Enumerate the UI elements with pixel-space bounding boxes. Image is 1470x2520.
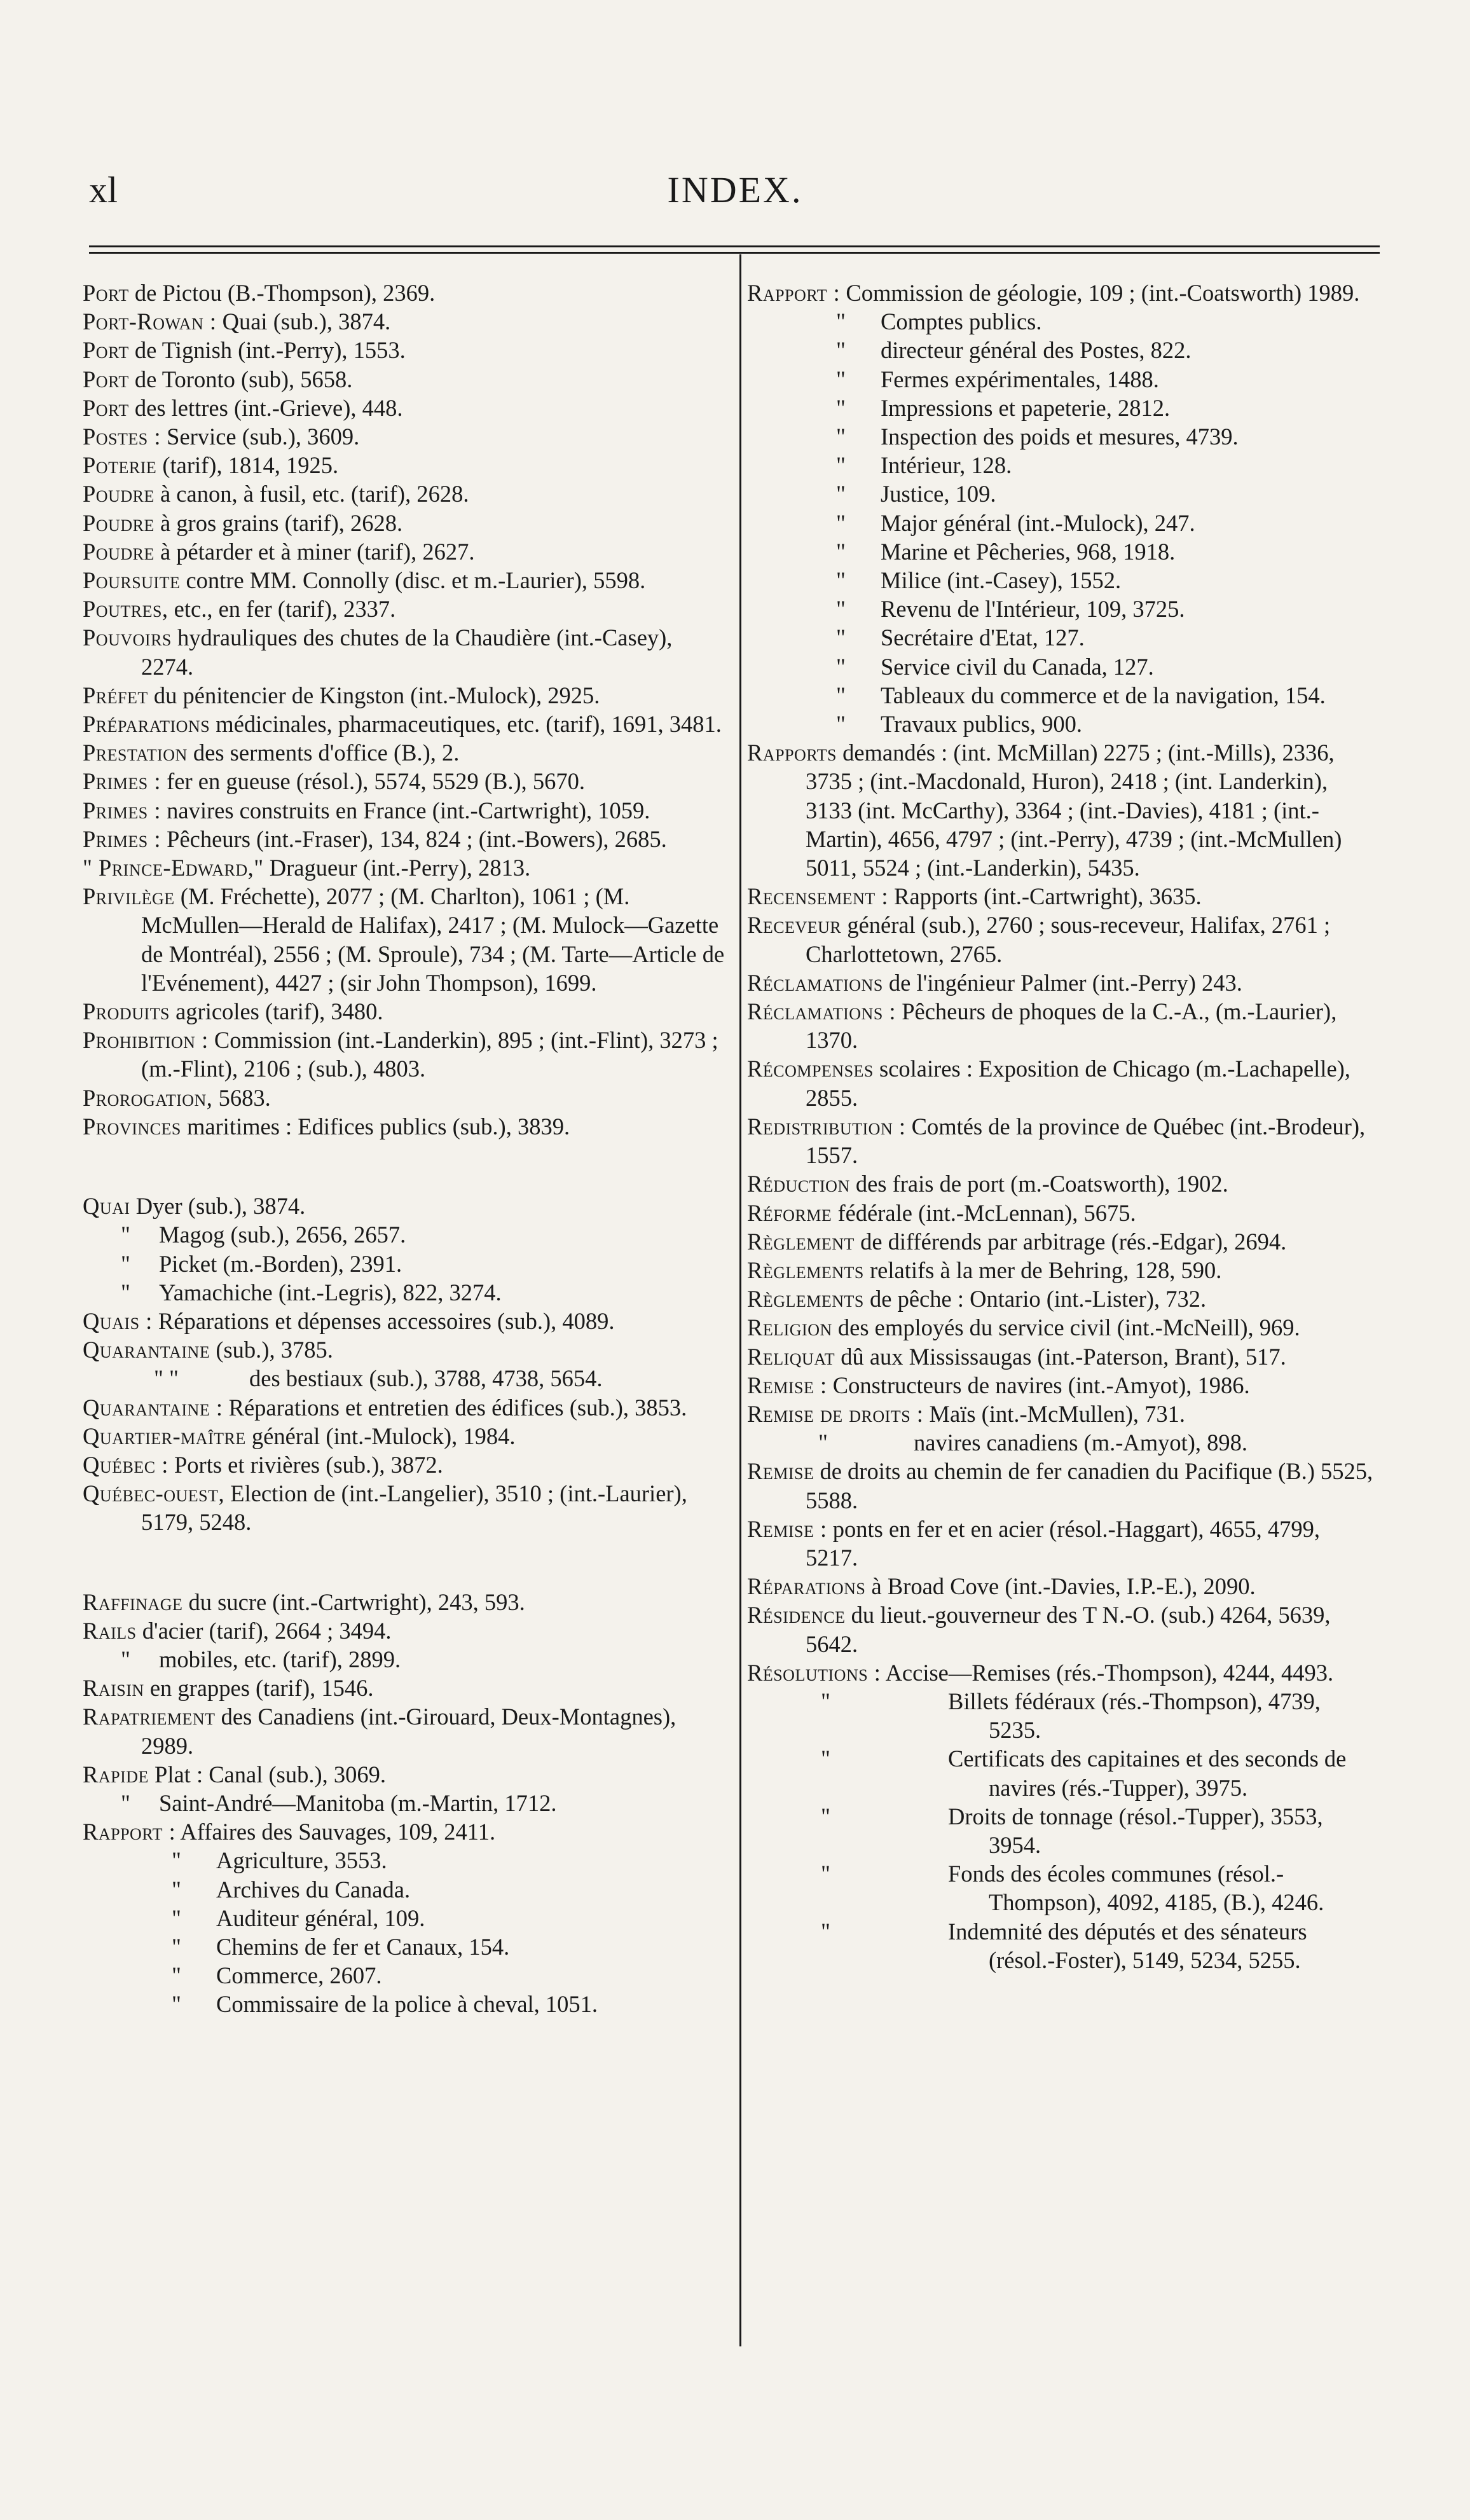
ditto-mark: " <box>121 1279 130 1305</box>
entry-text: Commission de géologie, 109 ; (int.-Coatsworth) 1989. <box>846 280 1360 306</box>
entry-heading: Quarantaine : <box>83 1394 223 1421</box>
index-entry <box>747 1658 1377 1687</box>
subentry-text: Service civil du Canada, 127. <box>881 653 1154 680</box>
ditto-mark: " <box>836 308 846 335</box>
entry-heading: Rapide <box>83 1761 149 1787</box>
entry-text: des lettres (int.-Grieve), 448. <box>134 394 403 421</box>
entry-text: Accise—Remises (rés.-Thompson), 4244, 4493. <box>885 1659 1334 1686</box>
entry-heading: Postes : <box>83 423 161 450</box>
entry-heading: Primes : <box>83 825 161 852</box>
subentry-text: Droits de tonnage (résol.-Tupper), 3553, 3954. <box>948 1803 1323 1858</box>
entry-text: hydrauliques des chutes de la Chaudière (int.-Casey), 2274. <box>141 624 673 680</box>
index-subentry <box>747 537 1377 566</box>
index-entry <box>83 479 725 508</box>
entry-text: contre MM. Connolly (disc. et m.-Laurier), 5598. <box>186 567 646 594</box>
index-entry <box>83 1702 725 1759</box>
index-entry <box>83 365 725 394</box>
section-gap <box>83 1141 725 1192</box>
entry-text: de l'ingénieur Palmer (int.-Perry) 243. <box>888 969 1242 996</box>
subentry-text: Certificats des capitaines et des seconds de navires (rés.-Tupper), 3975. <box>948 1745 1347 1801</box>
entry-text: Réparations et dépenses accessoires (sub.), 4089. <box>158 1307 615 1334</box>
index-entry <box>747 1400 1377 1428</box>
page-title: INDEX. <box>667 169 803 210</box>
index-subentry <box>83 1220 725 1249</box>
subentry-text: navires canadiens (m.-Amyot), 898. <box>914 1429 1248 1456</box>
entry-text: du sucre (int.-Cartwright), 243, 593. <box>188 1588 525 1615</box>
entry-heading: Rapports <box>747 740 837 766</box>
ditto-mark: " <box>821 1745 830 1772</box>
entry-text: etc., en fer (tarif), 2337. <box>174 596 396 623</box>
index-entry <box>83 681 725 710</box>
subentry-text: Fermes expérimentales, 1488. <box>881 366 1159 392</box>
subentry-text: Picket (m.-Borden), 2391. <box>159 1250 402 1277</box>
index-subentry <box>83 1645 725 1674</box>
index-subentry <box>747 479 1377 508</box>
subentry-text: Fonds des écoles communes (résol.-Thompson), 4092, 4185, (B.), 4246. <box>948 1861 1324 1916</box>
ditto-mark: " <box>836 596 846 623</box>
subentry-text: Auditeur général, 109. <box>216 1904 425 1931</box>
ditto-mark: " <box>821 1803 830 1829</box>
index-entry <box>83 825 725 853</box>
entry-text: Pêcheurs (int.-Fraser), 134, 824 ; (int.-Bowers), 2685. <box>167 825 667 852</box>
entry-heading: Rapport : <box>83 1819 176 1845</box>
subentry-text: Magog (sub.), 2656, 2657. <box>159 1222 406 1248</box>
entry-heading: Québec : <box>83 1451 168 1478</box>
index-subentry <box>747 422 1377 451</box>
ditto-mark: " <box>836 682 846 708</box>
index-entry <box>83 997 725 1026</box>
index-subentry <box>83 1846 725 1875</box>
subentry-text: Intérieur, 128. <box>881 452 1012 479</box>
index-entry <box>83 853 725 882</box>
subentry-text: Billets fédéraux (rés.-Thompson), 4739, 5235. <box>948 1688 1321 1744</box>
index-subentry <box>747 365 1377 394</box>
index-subentry <box>747 307 1377 336</box>
entry-text: Réparations et entretien des édifices (sub.), 3853. <box>228 1394 687 1421</box>
index-entry <box>83 623 725 680</box>
entry-heading: Quais : <box>83 1307 153 1334</box>
ditto-mark: " <box>121 1646 130 1672</box>
index-entry <box>83 279 725 307</box>
ditto-mark: " <box>172 1876 181 1903</box>
ditto-mark: " <box>172 1904 181 1931</box>
entry-text: de pêche : Ontario (int.-Lister), 732. <box>870 1286 1207 1312</box>
entry-heading: Receveur <box>747 912 842 939</box>
ditto-mark: " <box>836 452 846 479</box>
index-entry <box>747 1169 1377 1198</box>
entry-text: Pêcheurs de phoques de la C.-A., (m.-Laurier), 1370. <box>806 998 1337 1054</box>
ditto-mark: " <box>121 1250 130 1277</box>
entry-heading: Port <box>83 366 129 392</box>
entry-text: de droits au chemin de fer canadien du Pacifique (B.) 5525, 5588. <box>806 1458 1373 1513</box>
entry-heading: Règlements <box>747 1257 864 1283</box>
index-subentry <box>83 1961 725 1990</box>
index-entry <box>747 1054 1377 1112</box>
entry-heading: Quai <box>83 1193 130 1220</box>
entry-heading: Produits <box>83 998 170 1025</box>
entry-heading: Quarantaine <box>83 1337 210 1363</box>
entry-text: demandés : (int. McMillan) 2275 ; (int.-Mills), 2336, 3735 ; (int.-Macdonald, Huron), 2418 ; (int. Landerkin), 3133 (int. McCarthy), 3364 ; (int.-Davies), 4181 ; (int.-Martin), 4656, 4797 ; (int.-Perry), 4739 ; (int.-McMullen) 5011, 5524 ; (int.-Landerkin), 5435. <box>806 740 1342 881</box>
index-subentry <box>747 509 1377 537</box>
entry-text: Service (sub.), 3609. <box>167 423 360 450</box>
entry-heading: Raisin <box>83 1675 144 1702</box>
index-entry <box>83 767 725 795</box>
index-entry <box>83 1674 725 1702</box>
left-column <box>83 279 725 2019</box>
entry-text: Dragueur (int.-Perry), 2813. <box>269 855 531 881</box>
index-entry <box>83 1335 725 1364</box>
subentry-text: Commerce, 2607. <box>216 1962 382 1989</box>
subentry-text: Tableaux du commerce et de la navigation, 154. <box>881 682 1326 708</box>
entry-heading: Préparations <box>83 711 210 738</box>
entry-heading: Provinces <box>83 1113 181 1140</box>
subentry-text: Comptes publics. <box>881 308 1042 335</box>
index-entry <box>83 1479 725 1536</box>
entry-text: des Canadiens (int.-Girouard, Deux-Montagnes), 2989. <box>141 1704 677 1759</box>
subentry-text: Chemins de fer et Canaux, 154. <box>216 1933 510 1960</box>
ditto-mark: " <box>836 394 846 421</box>
index-entry <box>747 1601 1377 1658</box>
entry-heading: Religion <box>747 1314 832 1341</box>
index-subentry <box>83 1364 725 1393</box>
entry-text: Commission (int.-Landerkin), 895 ; (int.-Flint), 3273 ; (m.-Flint), 2106 ; (sub.), 4803. <box>141 1027 718 1082</box>
entry-heading: Port <box>83 337 129 364</box>
entry-heading: Préfet <box>83 682 148 708</box>
index-entry <box>83 1588 725 1616</box>
index-subentry <box>747 1917 1377 1974</box>
subentry-text: directeur général des Postes, 822. <box>881 337 1192 364</box>
entry-text: à canon, à fusil, etc. (tarif), 2628. <box>160 481 469 507</box>
page-number: xl <box>89 169 118 210</box>
index-entry <box>83 509 725 537</box>
entry-heading: Rapport : <box>747 280 841 306</box>
header-rule-bottom <box>89 252 1380 254</box>
ditto-mark: " <box>836 538 846 565</box>
index-subentry <box>747 595 1377 623</box>
ditto-mark: " <box>172 1847 181 1874</box>
entry-text: à Broad Cove (int.-Davies, I.P.-E.), 2090. <box>871 1573 1256 1600</box>
ditto-mark: " " <box>154 1365 179 1392</box>
index-entry <box>747 1457 1377 1514</box>
index-entry <box>83 738 725 767</box>
entry-heading: Primes : <box>83 797 161 823</box>
entry-text: agricoles (tarif), 3480. <box>175 998 383 1025</box>
entry-text: du pénitencier de Kingston (int.-Mulock), 2925. <box>153 682 600 708</box>
entry-text: médicinales, pharmaceutiques, etc. (tarif), 1691, 3481. <box>216 711 722 738</box>
index-entry <box>83 1393 725 1422</box>
index-entry <box>747 911 1377 968</box>
entry-heading: Raffinage <box>83 1588 183 1615</box>
index-entry <box>747 1199 1377 1227</box>
entry-text: 5683. <box>218 1084 271 1111</box>
index-subentry <box>747 336 1377 364</box>
index-entry <box>83 595 725 623</box>
entry-text: du lieut.-gouverneur des T N.-O. (sub.) 4264, 5639, 5642. <box>806 1602 1331 1657</box>
entry-text: maritimes : Edifices publics (sub.), 3839. <box>186 1113 570 1140</box>
ditto-mark: " <box>836 653 846 680</box>
entry-heading: " Prince-Edward," <box>83 855 264 881</box>
entry-text: scolaires : Exposition de Chicago (m.-Lachapelle), 2855. <box>806 1056 1350 1111</box>
entry-text: (M. Fréchette), 2077 ; (M. Charlton), 1061 ; (M. McMullen—Herald de Halifax), 2417 ; (M. Mulock—Gazette de Montréal), 2556 ; (M. Sproule), 734 ; (M. Tarte—Article de l'Evénement), 4427 ; (sir John Thompson), 1699. <box>141 883 725 996</box>
index-entry <box>747 1342 1377 1371</box>
subentry-text: Saint-André—Manitoba (m.-Martin, 1712. <box>159 1789 557 1816</box>
entry-heading: Port <box>83 280 129 306</box>
entry-text: relatifs à la mer de Behring, 128, 590. <box>870 1257 1222 1283</box>
ditto-mark: " <box>836 366 846 392</box>
subentry-text: Major général (int.-Mulock), 247. <box>881 509 1195 536</box>
entry-heading: Remise <box>747 1458 814 1485</box>
index-entry <box>747 738 1377 882</box>
ditto-mark: " <box>172 1962 181 1989</box>
entry-text: (sub.), 3785. <box>216 1337 333 1363</box>
entry-heading: Règlement <box>747 1228 855 1255</box>
index-subentry <box>747 681 1377 710</box>
entry-heading: Réclamations <box>747 969 883 996</box>
entry-heading: Privilège <box>83 883 175 910</box>
subentry-text: Travaux publics, 900. <box>881 711 1083 738</box>
index-entry <box>83 882 725 997</box>
entry-heading: Primes : <box>83 768 161 795</box>
entry-text: de différends par arbitrage (rés.-Edgar), 2694. <box>860 1228 1287 1255</box>
subentry-text: Commissaire de la police à cheval, 1051. <box>216 1991 598 2018</box>
subentry-text: mobiles, etc. (tarif), 2899. <box>159 1646 401 1672</box>
ditto-mark: " <box>836 624 846 651</box>
entry-text: des frais de port (m.-Coatsworth), 1902. <box>855 1171 1228 1197</box>
index-entry <box>747 1284 1377 1313</box>
entry-heading: Port-Rowan : <box>83 308 217 335</box>
index-entry <box>747 1515 1377 1572</box>
entry-text: (tarif), 1814, 1925. <box>162 452 339 479</box>
index-entry <box>83 1817 725 1846</box>
index-entry <box>747 997 1377 1054</box>
entry-text: fer en gueuse (résol.), 5574, 5529 (B.), 5670. <box>167 768 586 795</box>
entry-heading: Prorogation, <box>83 1084 213 1111</box>
index-entry <box>83 1084 725 1112</box>
index-subentry <box>747 1859 1377 1917</box>
entry-heading: Réduction <box>747 1171 850 1197</box>
index-entry <box>83 394 725 422</box>
index-subentry <box>747 1428 1377 1457</box>
ditto-mark: " <box>172 1991 181 2018</box>
entry-heading: Résolutions : <box>747 1659 881 1686</box>
entry-text: Election de (int.-Langelier), 3510 ; (int.-Laurier), 5179, 5248. <box>141 1480 687 1536</box>
index-subentry <box>83 1932 725 1961</box>
ditto-mark: " <box>836 567 846 594</box>
subentry-text: Agriculture, 3553. <box>216 1847 387 1874</box>
entry-heading: Remise de droits : <box>747 1400 924 1427</box>
entry-text: Quai (sub.), 3874. <box>222 308 391 335</box>
index-entry <box>83 336 725 364</box>
entry-heading: Recensement : <box>747 883 888 910</box>
entry-heading: Poursuite <box>83 567 181 594</box>
index-entry <box>747 1572 1377 1601</box>
entry-heading: Prohibition : <box>83 1027 209 1054</box>
subentry-text: Secrétaire d'Etat, 127. <box>881 624 1085 651</box>
entry-heading: Récompenses <box>747 1056 874 1082</box>
entry-text: dû aux Mississaugas (int.-Paterson, Brant), 517. <box>841 1343 1286 1370</box>
entry-heading: Poterie <box>83 452 157 479</box>
index-entry <box>83 1307 725 1335</box>
section-gap <box>83 1537 725 1588</box>
entry-heading: Reliquat <box>747 1343 835 1370</box>
entry-text: Comtés de la province de Québec (int.-Brodeur), 1557. <box>806 1113 1366 1169</box>
index-entry <box>83 566 725 595</box>
index-entry <box>83 1026 725 1083</box>
entry-heading: Règlements <box>747 1286 864 1312</box>
index-subentry <box>747 623 1377 652</box>
index-subentry <box>83 1278 725 1307</box>
index-entry <box>83 537 725 566</box>
index-entry <box>747 1227 1377 1256</box>
subentry-text: Yamachiche (int.-Legris), 822, 3274. <box>159 1279 502 1305</box>
entry-heading: Remise : <box>747 1372 827 1398</box>
subentry-text: Archives du Canada. <box>216 1876 411 1903</box>
entry-heading: Poudre <box>83 481 155 507</box>
subentry-text: Indemnité des députés et des sénateurs (résol.-Foster), 5149, 5234, 5255. <box>948 1918 1307 1973</box>
index-entry <box>83 1422 725 1450</box>
entry-text: Rapports (int.-Cartwright), 3635. <box>894 883 1202 910</box>
subentry-text: Milice (int.-Casey), 1552. <box>881 567 1122 594</box>
entry-heading: Réforme <box>747 1199 832 1226</box>
subentry-text: Impressions et papeterie, 2812. <box>881 394 1171 421</box>
entry-text: général (sub.), 2760 ; sous-receveur, Halifax, 2761 ; Charlottetown, 2765. <box>806 912 1331 967</box>
subentry-text: Revenu de l'Intérieur, 109, 3725. <box>881 596 1185 623</box>
entry-heading: Remise : <box>747 1515 827 1542</box>
entry-heading: Poudre <box>83 509 155 536</box>
entry-text: Dyer (sub.), 3874. <box>135 1193 306 1220</box>
ditto-mark: " <box>821 1688 830 1714</box>
index-entry <box>83 796 725 825</box>
index-entry <box>83 307 725 336</box>
index-subentry <box>747 1744 1377 1801</box>
entry-heading: Redistribution : <box>747 1113 906 1140</box>
entry-heading: Résidence <box>747 1602 846 1628</box>
entry-text: des serments d'office (B.), 2. <box>193 740 460 766</box>
entry-text: de Tignish (int.-Perry), 1553. <box>134 337 406 364</box>
entry-heading: Poudre <box>83 538 155 565</box>
ditto-mark: " <box>836 509 846 536</box>
index-subentry <box>747 652 1377 681</box>
entry-text: de Pictou (B.-Thompson), 2369. <box>134 280 436 306</box>
index-entry <box>747 968 1377 997</box>
entry-heading: Poutres, <box>83 596 168 623</box>
right-column <box>747 279 1377 1974</box>
column-divider <box>739 254 741 2346</box>
index-subentry <box>747 566 1377 595</box>
index-entry <box>747 1256 1377 1284</box>
ditto-mark: " <box>121 1222 130 1248</box>
entry-heading: Québec-ouest, <box>83 1480 225 1507</box>
index-subentry <box>83 1904 725 1932</box>
index-subentry <box>747 710 1377 738</box>
subentry-text: Inspection des poids et mesures, 4739. <box>881 423 1239 450</box>
header-rule-top <box>89 245 1380 247</box>
index-subentry <box>83 1250 725 1278</box>
entry-heading: Rapatriement <box>83 1704 216 1730</box>
index-entry <box>747 1371 1377 1400</box>
index-entry <box>747 882 1377 911</box>
index-entry <box>83 710 725 738</box>
ditto-mark: " <box>836 481 846 507</box>
entry-text: Constructeurs de navires (int.-Amyot), 1986. <box>832 1372 1250 1398</box>
entry-heading: Port <box>83 394 129 421</box>
index-entry <box>747 1112 1377 1169</box>
entry-text: fédérale (int.-McLennan), 5675. <box>837 1199 1136 1226</box>
index-entry <box>83 1760 725 1789</box>
ditto-mark: " <box>836 711 846 738</box>
index-entry <box>83 422 725 451</box>
entry-heading: Réparations <box>747 1573 866 1600</box>
entry-text: Plat : Canal (sub.), 3069. <box>155 1761 386 1787</box>
index-subentry <box>83 1990 725 2018</box>
index-entry <box>747 279 1377 307</box>
index-subentry <box>747 394 1377 422</box>
entry-text: d'acier (tarif), 2664 ; 3494. <box>142 1617 392 1644</box>
index-entry <box>83 1112 725 1141</box>
index-subentry <box>83 1875 725 1904</box>
ditto-mark: " <box>818 1429 828 1456</box>
ditto-mark: " <box>172 1933 181 1960</box>
entry-text: général (int.-Mulock), 1984. <box>251 1422 516 1449</box>
entry-text: ponts en fer et en acier (résol.-Haggart), 4655, 4799, 5217. <box>806 1515 1320 1571</box>
entry-heading: Rails <box>83 1617 137 1644</box>
entry-text: Ports et rivières (sub.), 3872. <box>174 1451 443 1478</box>
entry-text: à pétarder et à miner (tarif), 2627. <box>160 538 475 565</box>
entry-heading: Prestation <box>83 740 188 766</box>
entry-text: navires construits en France (int.-Cartwright), 1059. <box>167 797 650 823</box>
entry-text: en grappes (tarif), 1546. <box>149 1675 374 1702</box>
index-entry <box>83 451 725 479</box>
index-subentry <box>83 1789 725 1817</box>
entry-text: Maïs (int.-McMullen), 731. <box>929 1400 1186 1427</box>
subentry-text: des bestiaux (sub.), 3788, 4738, 5654. <box>249 1365 603 1392</box>
entry-text: Affaires des Sauvages, 109, 2411. <box>180 1819 496 1845</box>
index-entry <box>747 1313 1377 1342</box>
entry-heading: Réclamations : <box>747 998 896 1025</box>
index-entry <box>83 1192 725 1220</box>
subentry-text: Justice, 109. <box>881 481 996 507</box>
ditto-mark: " <box>821 1918 830 1945</box>
subentry-text: Marine et Pêcheries, 968, 1918. <box>881 538 1176 565</box>
ditto-mark: " <box>836 337 846 364</box>
entry-text: de Toronto (sub), 5658. <box>134 366 353 392</box>
index-subentry <box>747 1802 1377 1859</box>
ditto-mark: " <box>821 1861 830 1887</box>
index-entry <box>83 1616 725 1645</box>
entry-text: des employés du service civil (int.-McNeill), 969. <box>837 1314 1300 1341</box>
index-entry <box>83 1450 725 1479</box>
entry-heading: Pouvoirs <box>83 624 172 651</box>
index-subentry <box>747 451 1377 479</box>
entry-text: à gros grains (tarif), 2628. <box>160 509 403 536</box>
entry-heading: Quartier-maître <box>83 1422 246 1449</box>
ditto-mark: " <box>121 1789 130 1816</box>
ditto-mark: " <box>836 423 846 450</box>
index-subentry <box>747 1687 1377 1744</box>
